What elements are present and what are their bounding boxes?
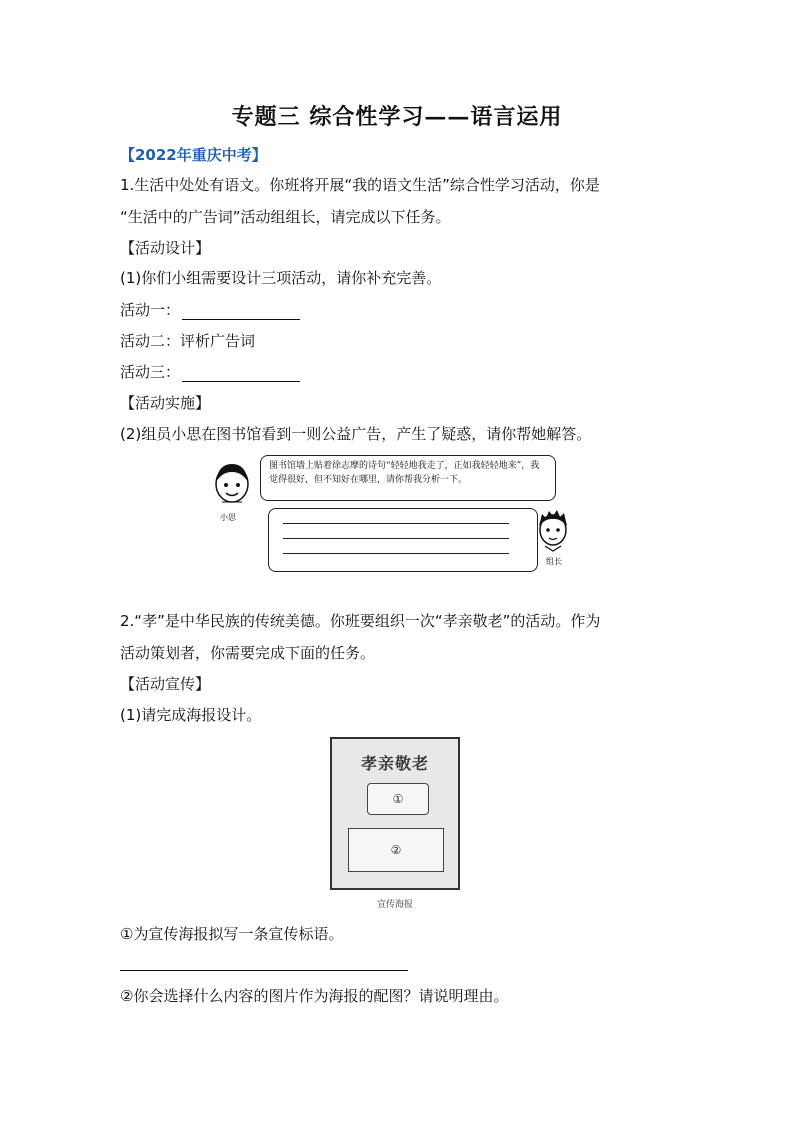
comic-illustration [210,450,570,580]
activity1-label: 活动一： [120,301,181,319]
q2-stem-line1: 2.“孝”是中华民族的传统美德。你班要组织一次“孝亲敬老”的活动。作为 [120,612,601,630]
q1-section-implement: 【活动实施】 [120,394,211,412]
leader-label: 组长 [546,557,562,566]
answer-blank-line[interactable] [283,538,509,539]
xiaosi-face-icon [212,460,252,508]
q2-task1: ①为宣传海报拟写一条宣传标语。 [120,925,344,943]
activity3-blank[interactable] [182,365,300,382]
q1-sub1: (1)你们小组需要设计三项活动，请你补充完善。 [120,269,442,287]
answer-blank-line[interactable] [283,553,509,554]
activity3-label: 活动三： [120,363,181,381]
poster-image-slot: ② [348,828,444,872]
promo-poster [330,737,460,890]
q1-stem-line2: “生活中的广告词”活动组组长，请完成以下任务。 [120,208,451,226]
answer-blank-line[interactable] [283,523,509,524]
q1-activity1 [120,300,300,320]
page-title: 专题三 综合性学习——语言运用 [231,104,563,130]
q2-stem-line2: 活动策划者，你需要完成下面的任务。 [120,644,376,662]
poster-caption: 宣传海报 [376,900,413,910]
q1-stem-line1: 1.生活中处处有语文。你班将开展“我的语文生活”综合性学习活动，你是 [120,176,600,194]
q2-section-promo: 【活动宣传】 [120,675,211,693]
poster-slogan-slot: ① [367,783,429,815]
q2-task2: ②你会选择什么内容的图片作为海报的配图？请说明理由。 [120,987,509,1005]
exam-source: 【2022年重庆中考】 [120,146,267,164]
xiaosi-label: 小思 [220,513,236,522]
q2-sub1: (1)请完成海报设计。 [120,706,262,724]
speech-bubble-answer [268,508,538,572]
speech-bubble-question: 图书馆墙上贴着徐志摩的诗句“轻轻地我走了，正如我轻轻地来”，我觉得很好，但不知好在哪里，请你帮我分析一下。 [260,455,556,501]
q1-activity2: 活动二：评析广告词 [120,332,256,350]
q1-activity3 [120,362,300,382]
slogan-answer-line[interactable] [120,970,408,971]
q1-section-design: 【活动设计】 [120,239,211,257]
poster-title: 孝亲敬老 [360,754,429,773]
leader-face-icon [536,508,570,552]
q1-sub2: (2)组员小思在图书馆看到一则公益广告，产生了疑惑，请你帮她解答。 [120,425,592,443]
activity1-blank[interactable] [182,303,300,320]
